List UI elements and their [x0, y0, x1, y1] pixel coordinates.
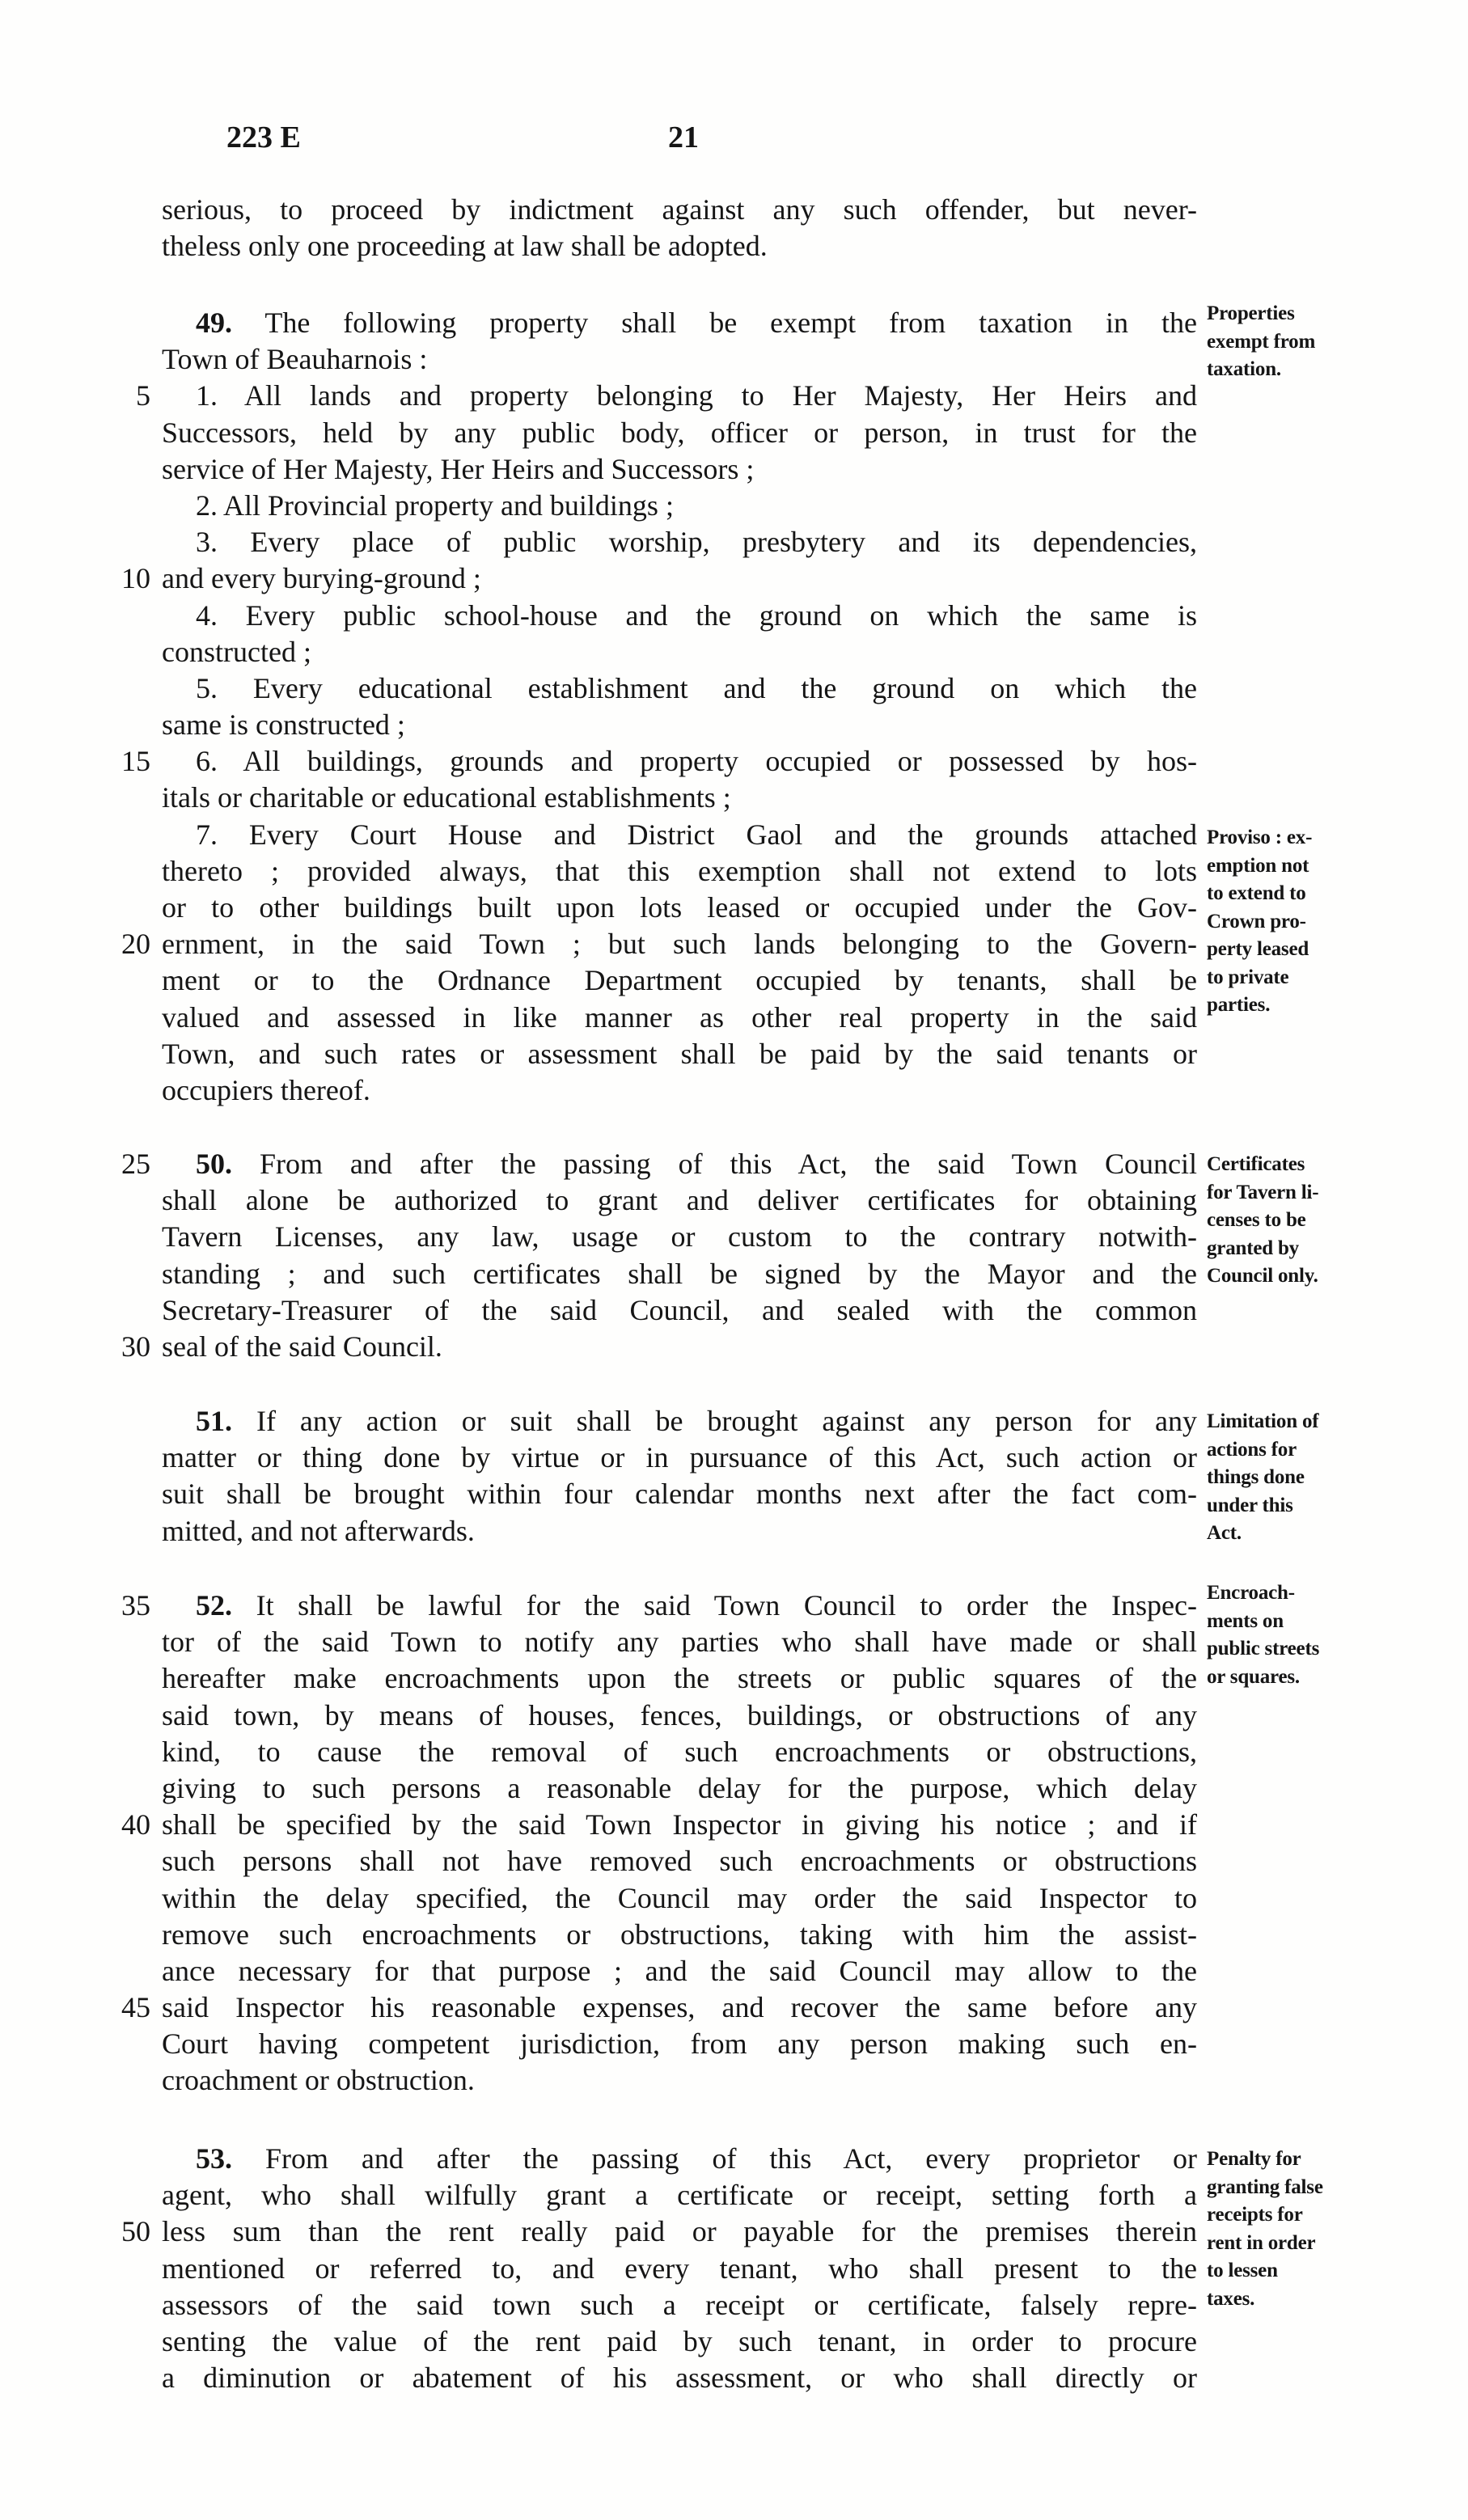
line-number: 25: [121, 1148, 150, 1180]
section-52: [121, 1588, 1198, 2099]
text-line: [121, 1329, 1197, 1365]
margin-note-line: receipts for: [1207, 2204, 1303, 2226]
list-item-line: 7. Every Court House and District Gaol and the grounds attached: [196, 818, 1197, 851]
text-line-content: ernment, in the said Town ; but such lands belonging to the Govern-: [162, 928, 1197, 961]
text-line-content: The following property shall be exempt from taxation in the: [264, 307, 1197, 339]
list-item-line: Successors, held by any public body, officer or person, in trust for the: [162, 416, 1197, 449]
margin-note-line: Penalty for: [1207, 2148, 1301, 2170]
list-item-line: ment or to the Ordnance Department occupied by tenants, shall be: [162, 964, 1197, 997]
section-53: [121, 2141, 1198, 2396]
margin-note-line: actions for: [1207, 1438, 1297, 1461]
margin-note-line: Encroach-: [1207, 1582, 1295, 1604]
margin-note-line: Crown pro-: [1207, 910, 1306, 932]
text-line: remove such encroachments or obstructions, taking with him the assist-: [162, 1917, 1197, 1951]
line-number: 5: [136, 379, 150, 412]
margin-note-line: exempt from: [1207, 330, 1316, 353]
section-number: 51.: [196, 1405, 232, 1437]
line-number: 20: [121, 928, 150, 961]
text-line-content: seal of the said Council.: [162, 1330, 442, 1363]
list-item-line: constructed ;: [162, 635, 311, 668]
list-item-line: [121, 926, 1197, 962]
text-line-content: From and after the passing of this Act, the said Town Council: [259, 1148, 1197, 1180]
section-number: 50.: [196, 1148, 232, 1180]
continued-paragraph: [162, 192, 1197, 264]
margin-note-proviso: [1207, 824, 1401, 1020]
section-number: 49.: [196, 307, 232, 339]
text-line-content: 1. All lands and property belonging to Her Majesty, Her Heirs and: [196, 379, 1197, 412]
bill-code: 223 E: [226, 121, 301, 154]
text-line: said town, by means of houses, fences, buildings, or obstructions of any: [162, 1698, 1197, 1731]
margin-note-line: public streets: [1207, 1638, 1320, 1660]
text-line: matter or thing done by virtue or in pursuance of this Act, such action or: [162, 1441, 1197, 1474]
list-item-line: 3. Every place of public worship, presbytery and its dependencies,: [196, 526, 1197, 559]
section-number: 53.: [196, 2142, 232, 2175]
text-line: [121, 1807, 1197, 1843]
line-number: 15: [121, 745, 150, 778]
text-line: senting the value of the rent paid by such tenant, in order to procure: [162, 2324, 1197, 2357]
line-number: 10: [121, 562, 150, 595]
margin-note-line: under this: [1207, 1494, 1293, 1516]
text-line-content: said Inspector his reasonable expenses, and recover the same before any: [162, 1991, 1197, 2024]
line-number: 45: [121, 1991, 150, 2024]
margin-note-line: things done: [1207, 1466, 1305, 1488]
text-line: shall alone be authorized to grant and deliver certificates for obtaining: [162, 1184, 1197, 1217]
list-item-line: [121, 560, 1197, 597]
margin-note-encroachments: [1207, 1579, 1401, 1691]
text-line: [121, 1146, 1197, 1182]
list-item-line: thereto ; provided always, that this exemption shall not extend to lots: [162, 854, 1197, 887]
margin-note-line: Council only.: [1207, 1265, 1318, 1287]
list-item-line: [136, 378, 1197, 414]
page-number: 21: [668, 121, 699, 154]
margin-note-line: to extend to: [1207, 882, 1306, 904]
margin-note-line: granting false: [1207, 2175, 1323, 2198]
text-line: mentioned or referred to, and every tenant, who shall present to the: [162, 2252, 1197, 2285]
margin-note-line: or squares.: [1207, 1665, 1300, 1688]
text-line: Town of Beauharnois :: [162, 343, 428, 376]
text-line-content: shall be specified by the said Town Inspector in giving his notice ; and if: [162, 1808, 1197, 1841]
text-line: mitted, and not afterwards.: [162, 1514, 475, 1547]
margin-note-limitation: [1207, 1408, 1401, 1548]
margin-note-penalty: [1207, 2146, 1401, 2313]
margin-note-line: censes to be: [1207, 1209, 1306, 1231]
line-number: 40: [121, 1808, 150, 1841]
text-line: croachment or obstruction.: [162, 2064, 475, 2097]
section-51: [162, 1403, 1197, 1550]
margin-note-properties-exempt: [1207, 300, 1401, 384]
text-line-content: From and after the passing of this Act, every proprietor or: [264, 2142, 1198, 2175]
text-line-content: If any action or suit shall be brought against any person for any: [256, 1405, 1198, 1437]
text-line: serious, to proceed by indictment against any such offender, but never-: [162, 193, 1197, 226]
text-line: a diminution or abatement of his assessment, or who shall directly or: [162, 2361, 1197, 2395]
margin-note-tavern-certificates: [1207, 1151, 1401, 1291]
text-line: suit shall be brought within four calendar months next after the fact com-: [162, 1478, 1197, 1511]
text-line: [162, 1403, 1197, 1440]
margin-note-line: Act.: [1207, 1522, 1242, 1544]
margin-note-line: Properties: [1207, 302, 1295, 324]
text-line: Court having competent jurisdiction, from any person making such en-: [162, 2027, 1197, 2061]
text-line-content: and every burying-ground ;: [162, 562, 481, 595]
text-line: [121, 1588, 1198, 1624]
section-49: [121, 305, 1197, 1109]
text-line-content: 6. All buildings, grounds and property occupied or possessed by hos-: [196, 745, 1197, 778]
margin-note-line: ments on: [1207, 1609, 1284, 1632]
list-item-line: 2. All Provincial property and buildings ;: [196, 488, 674, 522]
margin-note-line: Certificates: [1207, 1153, 1305, 1175]
list-item-line: Town, and such rates or assessment shall be paid by the said tenants or: [162, 1037, 1197, 1070]
section-50: [121, 1146, 1197, 1365]
text-line: hereafter make encroachments upon the streets or public squares of the: [162, 1662, 1197, 1695]
text-line: kind, to cause the removal of such encroachments or obstructions,: [162, 1735, 1197, 1768]
section-number: 52.: [196, 1589, 232, 1622]
text-line: tor of the said Town to notify any parties who shall have made or shall: [162, 1626, 1197, 1659]
margin-note-line: granted by: [1207, 1237, 1299, 1259]
text-line: Tavern Licenses, any law, usage or custom to the contrary notwith-: [162, 1220, 1197, 1254]
list-item-line: itals or charitable or educational establishments ;: [162, 781, 731, 814]
margin-note-line: to private: [1207, 966, 1289, 988]
text-line: [121, 2213, 1197, 2250]
line-number: 35: [121, 1589, 150, 1622]
list-item-line: service of Her Majesty, Her Heirs and Successors ;: [162, 452, 755, 485]
text-line: giving to such persons a reasonable delay for the purpose, which delay: [162, 1771, 1197, 1804]
margin-note-line: perty leased: [1207, 938, 1309, 960]
margin-note-line: Proviso : ex-: [1207, 827, 1313, 848]
margin-note-line: to lessen: [1207, 2260, 1278, 2281]
list-item-line: or to other buildings built upon lots leased or occupied under the Gov-: [162, 891, 1197, 924]
text-line: [121, 1989, 1197, 2026]
list-item-line: same is constructed ;: [162, 708, 405, 742]
list-item-line: valued and assessed in like manner as other real property in the said: [162, 1000, 1197, 1034]
text-line: assessors of the said town such a receipt or certificate, falsely repre-: [162, 2288, 1197, 2321]
text-line: standing ; and such certificates shall be signed by the Mayor and the: [162, 1257, 1197, 1290]
margin-note-line: parties.: [1207, 994, 1271, 1016]
margin-note-line: for Tavern li-: [1207, 1181, 1319, 1203]
text-line: Secretary-Treasurer of the said Council, and sealed with the common: [162, 1293, 1197, 1326]
text-line: agent, who shall wilfully grant a certificate or receipt, setting forth a: [162, 2179, 1197, 2212]
list-item-line: occupiers thereof.: [162, 1073, 370, 1106]
text-line: theless only one proceeding at law shall be adopted.: [162, 230, 768, 263]
text-line-content: less sum than the rent really paid or payable for the premises therein: [162, 2215, 1197, 2248]
margin-note-line: emption not: [1207, 854, 1309, 877]
line-number: 30: [121, 1330, 150, 1363]
margin-note-line: Limitation of: [1207, 1410, 1319, 1432]
list-item-line: [121, 743, 1197, 780]
line-number: 50: [121, 2215, 150, 2248]
list-item-line: 5. Every educational establishment and the ground on which the: [196, 671, 1197, 704]
text-line: ance necessary for that purpose ; and the said Council may allow to the: [162, 1954, 1197, 1987]
margin-note-line: taxation.: [1207, 358, 1281, 380]
text-line: such persons shall not have removed such encroachments or obstructions: [162, 1845, 1197, 1878]
text-line: [162, 305, 1197, 341]
text-line: [162, 2141, 1197, 2177]
text-line-content: It shall be lawful for the said Town Council to order the Inspec-: [256, 1589, 1198, 1622]
margin-note-line: taxes.: [1207, 2287, 1255, 2310]
list-item-line: 4. Every public school-house and the ground on which the same is: [196, 598, 1197, 632]
margin-note-line: rent in order: [1207, 2231, 1316, 2254]
text-line: within the delay specified, the Council may order the said Inspector to: [162, 1881, 1197, 1914]
